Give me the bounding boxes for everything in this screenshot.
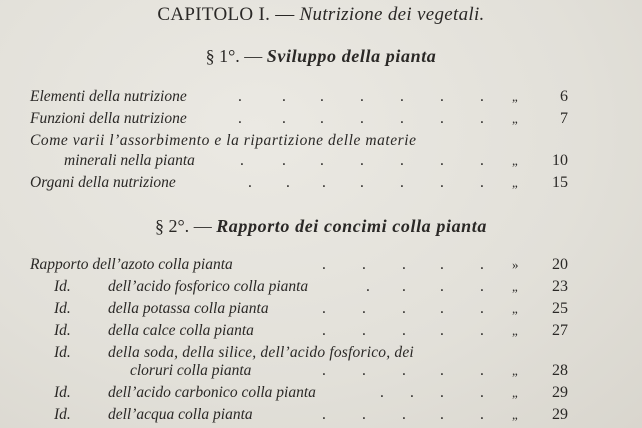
ditto-mark: » [512, 257, 519, 272]
section-title: Rapporto dei concimi colla pianta [216, 216, 487, 236]
ditto-mark: „ [512, 279, 518, 294]
ditto-mark: „ [512, 363, 518, 378]
page-number: 28 [552, 362, 568, 379]
entry-text: dell’acido fosforico colla pianta [108, 278, 309, 295]
chapter-heading [0, 4, 642, 26]
entry-text: cloruri colla pianta [130, 362, 252, 379]
entry-text: della soda, della silice, dell’acido fosforico, dei [108, 344, 414, 361]
toc-entry-continuation[interactable]: cloruri colla pianta . . . . . „ 28 [130, 362, 568, 379]
entry-text: Elementi della nutrizione [30, 88, 187, 105]
entry-text: Organi della nutrizione [30, 174, 176, 191]
toc-entry[interactable]: Id. dell’acido fosforico colla pianta . . . . „ 23 [54, 278, 568, 295]
id-abbrev: Id. [54, 278, 71, 295]
section-title: Sviluppo della pianta [266, 46, 437, 66]
toc-entry[interactable]: Id. della calce colla pianta . . . . . „ 27 [54, 322, 568, 339]
toc-entry[interactable]: Organi della nutrizione . . . . . . . „ 15 [30, 174, 568, 191]
entry-text: dell’acido carbonico colla pianta [108, 384, 316, 401]
entry-text: della potassa colla pianta [108, 300, 269, 317]
chapter-dash: — [270, 4, 300, 25]
section-number: § 2°. [154, 216, 190, 236]
toc-entry[interactable] [0, 132, 642, 152]
chapter-title: Nutrizione dei vegetali. [299, 4, 485, 25]
id-abbrev: Id. [54, 322, 71, 339]
entry-text: della calce colla pianta [108, 322, 254, 339]
page-number: 10 [552, 152, 568, 169]
id-abbrev: Id. [54, 384, 71, 401]
ditto-mark: „ [512, 89, 518, 104]
page-number: 15 [552, 174, 568, 191]
toc-entry[interactable] [0, 344, 642, 364]
page-number: 29 [552, 406, 568, 423]
entry-text: Rapporto dell’azoto colla pianta [30, 256, 233, 273]
toc-entry[interactable]: Rapporto dell’azoto colla pianta . . . . . » 20 [30, 256, 568, 273]
section-dash: — [189, 216, 217, 236]
id-abbrev: Id. [54, 406, 71, 423]
page-number: 6 [560, 88, 568, 105]
chapter-label: CAPITOLO I. [157, 4, 271, 25]
entry-text: Funzioni della nutrizione [30, 110, 187, 127]
page-number: 25 [552, 300, 568, 317]
id-abbrev: Id. [54, 344, 71, 361]
entry-text: minerali nella pianta [64, 152, 195, 169]
ditto-mark: „ [512, 407, 518, 422]
ditto-mark: „ [512, 175, 518, 190]
id-abbrev: Id. [54, 300, 71, 317]
section-dash: — [239, 46, 267, 66]
toc-entry[interactable]: Id. della potassa colla pianta . . . . . „ 25 [54, 300, 568, 317]
entry-text: dell’acqua colla pianta [108, 406, 253, 423]
toc-entry[interactable]: Id. dell’acqua colla pianta . . . . . „ 29 [54, 406, 568, 423]
page-number: 7 [560, 110, 568, 127]
ditto-mark: „ [512, 301, 518, 316]
toc-entry[interactable]: Funzioni della nutrizione . . . . . . . „ 7 [30, 110, 568, 127]
ditto-mark: „ [512, 153, 518, 168]
toc-entry[interactable]: Id. dell’acido carbonico colla pianta . . . . „ 29 [54, 384, 568, 401]
toc-entry-continuation[interactable]: minerali nella pianta . . . . . . . „ 10 [64, 152, 568, 169]
section-heading-2 [0, 216, 642, 237]
toc-entry[interactable]: Elementi della nutrizione . . . . . . . „ 6 [30, 88, 568, 105]
page-number: 29 [552, 384, 568, 401]
section-number: § 1°. [205, 46, 240, 66]
page-number: 23 [552, 278, 568, 295]
section-heading-1 [0, 46, 642, 67]
ditto-mark: „ [512, 385, 518, 400]
ditto-mark: „ [512, 323, 518, 338]
page-number: 20 [552, 256, 568, 273]
entry-text: Come varii l’assorbimento e la ripartizione delle materie [30, 132, 417, 149]
page-number: 27 [552, 322, 568, 339]
ditto-mark: „ [512, 111, 518, 126]
